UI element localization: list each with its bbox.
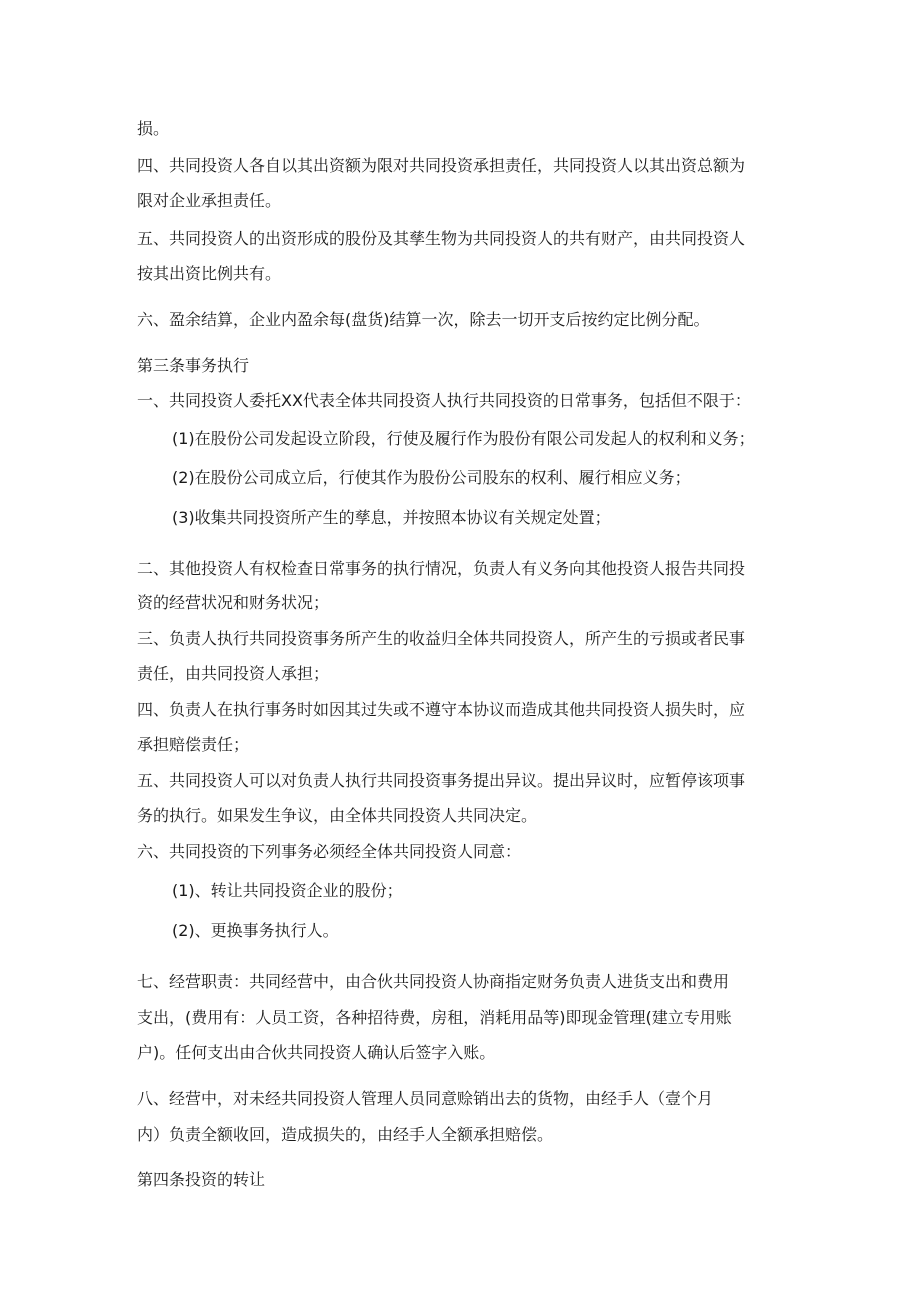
text-line: 一、共同投资人委托XX代表全体共同投资人执行共同投资的日常事务，包括但不限于： [137, 391, 751, 410]
text-line: 承担赔偿责任； [137, 735, 250, 754]
list-item: (3)收集共同投资所产生的孳息，并按照本协议有关规定处置； [172, 508, 611, 527]
section-heading: 第三条事务执行 [137, 356, 250, 375]
list-item: (1)、转让共同投资企业的股份； [172, 881, 403, 900]
text-line: 五、共同投资人可以对负责人执行共同投资事务提出异议。提出异议时，应暂停该项事 [137, 771, 746, 790]
text-line: 四、负责人在执行事务时如因其过失或不遵守本协议而造成其他共同投资人损失时，应 [137, 700, 746, 719]
list-item: (2)、更换事务执行人。 [172, 921, 339, 940]
text-line: 六、盈余结算，企业内盈余每(盘货)结算一次，除去一切开支后按约定比例分配。 [137, 310, 710, 329]
text-line: 三、负责人执行共同投资事务所产生的收益归全体共同投资人，所产生的亏损或者民事 [137, 629, 746, 648]
section-heading: 第四条投资的转让 [137, 1170, 266, 1189]
text-line: 务的执行。如果发生争议，由全体共同投资人共同决定。 [137, 806, 538, 825]
text-line: 内）负责全额收回，造成损失的，由经手人全额承担赔偿。 [137, 1125, 554, 1144]
text-line: 六、共同投资的下列事务必须经全体共同投资人同意： [137, 842, 522, 861]
list-item: (2)在股份公司成立后，行使其作为股份公司股东的权利、履行相应义务； [172, 468, 691, 487]
text-line: 损。 [137, 119, 170, 138]
text-line: 限对企业承担责任。 [137, 191, 282, 210]
text-line: 户)。任何支出由合伙共同投资人确认后签字入账。 [137, 1043, 496, 1062]
text-line: 四、共同投资人各自以其出资额为限对共同投资承担责任，共同投资人以其出资总额为 [137, 156, 746, 175]
text-line: 二、其他投资人有权检查日常事务的执行情况，负责人有义务向其他投资人报告共同投 [137, 559, 746, 578]
text-line: 七、经营职责：共同经营中，由合伙共同投资人协商指定财务负责人进货支出和费用 [137, 972, 730, 991]
text-line: 八、经营中，对未经共同投资人管理人员同意赊销出去的货物，由经手人（壹个月 [137, 1089, 714, 1108]
text-line: 资的经营状况和财务状况； [137, 593, 330, 612]
text-line: 按其出资比例共有。 [137, 264, 282, 283]
text-line: 责任，由共同投资人承担； [137, 664, 330, 683]
list-item: (1)在股份公司发起设立阶段，行使及履行作为股份有限公司发起人的权利和义务； [172, 429, 755, 448]
text-line: 支出，(费用有：人员工资，各种招待费，房租，消耗用品等)即现金管理(建立专用账 [137, 1008, 732, 1027]
text-line: 五、共同投资人的出资形成的股份及其孳生物为共同投资人的共有财产，由共同投资人 [137, 229, 746, 248]
